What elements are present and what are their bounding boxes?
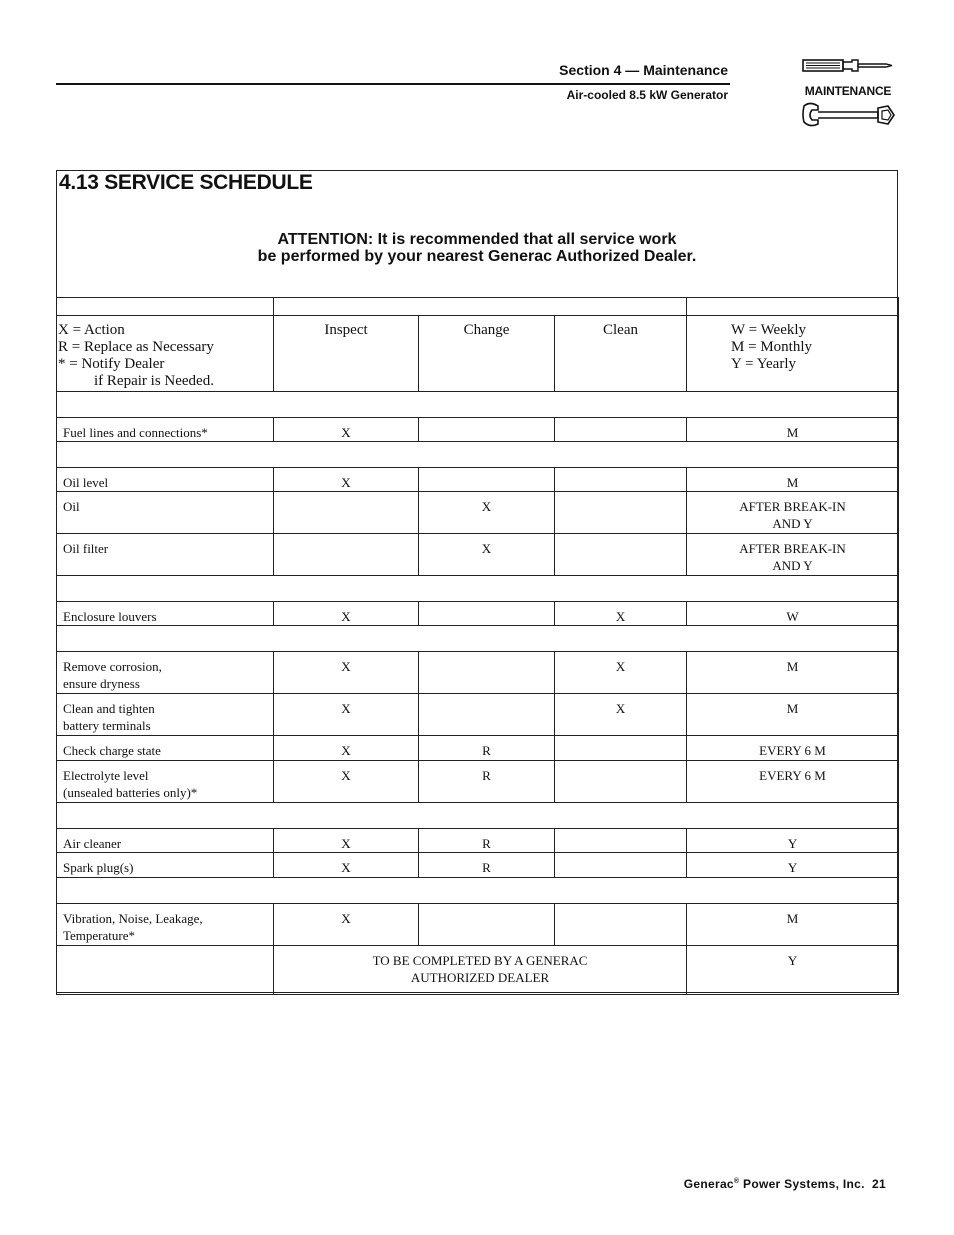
- item-label: Oil: [63, 499, 80, 514]
- service-schedule-table: [56, 297, 899, 995]
- maintenance-item: [57, 534, 274, 576]
- group-separator-row: [57, 576, 899, 602]
- page-title: 4.13 SERVICE SCHEDULE: [59, 171, 313, 194]
- maintenance-item: [57, 468, 274, 492]
- cell-frequency: [687, 853, 899, 878]
- separator-cell: [57, 626, 899, 652]
- item-label: Oil level: [63, 475, 109, 490]
- cell-inspect: X: [274, 602, 419, 626]
- item-label: Vibration, Noise, Leakage,: [63, 911, 203, 926]
- table-row: [57, 534, 899, 576]
- dealer-blank-cell: [57, 946, 274, 995]
- maintenance-item: [57, 829, 274, 853]
- cell-frequency: [687, 534, 899, 576]
- item-label: Electrolyte level: [63, 768, 149, 783]
- screwdriver-icon: [800, 56, 896, 78]
- cell-inspect: X: [274, 853, 419, 878]
- group-separator-row: [57, 878, 899, 904]
- blank-row: [57, 298, 899, 316]
- frequency-label: AFTER BREAK-IN: [739, 499, 846, 514]
- cell-frequency: [687, 418, 899, 442]
- cell-change: R: [419, 736, 555, 761]
- cell-clean: [555, 829, 687, 853]
- cell-clean: [555, 904, 687, 946]
- cell-change: [419, 468, 555, 492]
- table-row: [57, 418, 899, 442]
- wrench-icon: [800, 100, 896, 130]
- item-label: Fuel lines and connections*: [63, 425, 208, 440]
- cell-inspect: X: [274, 418, 419, 442]
- cell-inspect: [274, 492, 419, 534]
- legend-weekly: W = Weekly: [731, 322, 807, 338]
- table-row: [57, 829, 899, 853]
- cell-frequency: [687, 694, 899, 736]
- cell-inspect: X: [274, 829, 419, 853]
- footer-company: Generac: [683, 1177, 734, 1191]
- attention-line-2: be performed by your nearest Generac Authorized Dealer.: [257, 248, 697, 265]
- separator-cell: [57, 442, 899, 468]
- cell-clean: [555, 418, 687, 442]
- maintenance-item: [57, 652, 274, 694]
- cell-inspect: X: [274, 736, 419, 761]
- attention-notice: [57, 231, 897, 265]
- column-header-clean: Clean: [555, 316, 687, 392]
- legend-yearly: Y = Yearly: [731, 356, 797, 372]
- table-row: [57, 904, 899, 946]
- cell-change: [419, 652, 555, 694]
- cell-clean: [555, 761, 687, 803]
- separator-cell: [57, 878, 899, 904]
- column-header-inspect: Inspect: [274, 316, 419, 392]
- dealer-note-line: AUTHORIZED DEALER: [410, 970, 550, 985]
- cell-change: X: [419, 534, 555, 576]
- cell-frequency: [687, 492, 899, 534]
- header-rule: [56, 83, 730, 85]
- item-label: Air cleaner: [63, 836, 122, 851]
- service-schedule-panel: [56, 170, 898, 993]
- cell-clean: [555, 492, 687, 534]
- item-label: Oil filter: [63, 541, 109, 556]
- frequency-label: Y: [787, 860, 798, 875]
- frequency-label: EVERY 6 M: [759, 743, 826, 758]
- separator-cell: [57, 576, 899, 602]
- legend-monthly: M = Monthly: [731, 339, 812, 355]
- frequency-label: M: [786, 425, 799, 440]
- cell-inspect: [274, 534, 419, 576]
- cell-clean: X: [555, 602, 687, 626]
- dealer-note: [274, 946, 687, 995]
- frequency-label: EVERY 6 M: [759, 768, 826, 783]
- cell-clean: X: [555, 652, 687, 694]
- dealer-row: [57, 946, 899, 995]
- item-label: ensure dryness: [63, 676, 140, 691]
- legend-cell: [57, 316, 274, 392]
- cell-clean: [555, 853, 687, 878]
- maintenance-item: [57, 853, 274, 878]
- group-separator-row: [57, 626, 899, 652]
- cell-frequency: [687, 468, 899, 492]
- page-footer: [684, 1177, 886, 1191]
- cell-frequency: [687, 904, 899, 946]
- frequency-label: AND Y: [772, 558, 813, 573]
- cell-change: [419, 694, 555, 736]
- cell-change: [419, 602, 555, 626]
- cell-frequency: [687, 761, 899, 803]
- frequency-label: AFTER BREAK-IN: [739, 541, 846, 556]
- frequency-label: M: [786, 911, 799, 926]
- cell-clean: [555, 736, 687, 761]
- cell-frequency: [687, 829, 899, 853]
- legend-replace: R = Replace as Necessary: [58, 339, 214, 355]
- cell-clean: X: [555, 694, 687, 736]
- cell-clean: [555, 468, 687, 492]
- frequency-label: Y: [787, 836, 798, 851]
- item-label: Spark plug(s): [63, 860, 134, 875]
- item-label: Remove corrosion,: [63, 659, 162, 674]
- cell-inspect: X: [274, 468, 419, 492]
- cell-clean: [555, 534, 687, 576]
- frequency-label: W: [786, 609, 799, 624]
- maintenance-item: [57, 602, 274, 626]
- table-row: [57, 694, 899, 736]
- item-label: (unsealed batteries only)*: [63, 785, 198, 800]
- table-row: [57, 853, 899, 878]
- registered-mark: ®: [733, 1178, 740, 1185]
- maintenance-item: [57, 904, 274, 946]
- table-row: [57, 602, 899, 626]
- column-header-change: Change: [419, 316, 555, 392]
- section-title: Section 4 — Maintenance: [559, 62, 728, 78]
- item-label: battery terminals: [63, 718, 151, 733]
- separator-cell: [57, 392, 899, 418]
- maintenance-item: [57, 736, 274, 761]
- item-label: Temperature*: [63, 928, 135, 943]
- separator-cell: [57, 803, 899, 829]
- cell-change: R: [419, 829, 555, 853]
- legend-notify: * = Notify Dealer: [58, 356, 165, 372]
- group-separator-row: [57, 803, 899, 829]
- frequency-legend-cell: [687, 316, 899, 392]
- maintenance-item: [57, 492, 274, 534]
- cell-frequency: [687, 736, 899, 761]
- table-row: [57, 652, 899, 694]
- item-label: Clean and tighten: [63, 701, 155, 716]
- attention-line-1: ATTENTION: It is recommended that all service work: [277, 231, 677, 248]
- cell-frequency: [687, 652, 899, 694]
- cell-inspect: X: [274, 652, 419, 694]
- cell-inspect: X: [274, 904, 419, 946]
- maintenance-item: [57, 694, 274, 736]
- table-row: [57, 761, 899, 803]
- cell-change: [419, 904, 555, 946]
- maintenance-item: [57, 418, 274, 442]
- cell-change: R: [419, 761, 555, 803]
- dealer-frequency: Y: [687, 946, 899, 995]
- frequency-label: M: [786, 475, 799, 490]
- table-header-row: [57, 316, 899, 392]
- legend-action: X = Action: [58, 322, 125, 338]
- cell-change: X: [419, 492, 555, 534]
- legend-notify-cont: if Repair is Needed.: [94, 373, 214, 389]
- group-separator-row: [57, 442, 899, 468]
- logo-label: MAINTENANCE: [804, 84, 892, 98]
- table-row: [57, 468, 899, 492]
- page-number: 21: [872, 1177, 886, 1191]
- maintenance-item: [57, 761, 274, 803]
- cell-change: [419, 418, 555, 442]
- group-separator-row: [57, 392, 899, 418]
- maintenance-logo: [800, 56, 896, 130]
- frequency-label: AND Y: [772, 516, 813, 531]
- item-label: Enclosure louvers: [63, 609, 157, 624]
- cell-frequency: [687, 602, 899, 626]
- cell-inspect: X: [274, 761, 419, 803]
- item-label: Check charge state: [63, 743, 161, 758]
- cell-inspect: X: [274, 694, 419, 736]
- document-subtitle: Air-cooled 8.5 kW Generator: [566, 88, 728, 102]
- frequency-label: M: [786, 701, 799, 716]
- table-row: [57, 492, 899, 534]
- dealer-note-line: TO BE COMPLETED BY A GENERAC: [372, 953, 588, 968]
- footer-company-rest: Power Systems, Inc.: [739, 1177, 865, 1191]
- table-row: [57, 736, 899, 761]
- cell-change: R: [419, 853, 555, 878]
- frequency-label: M: [786, 659, 799, 674]
